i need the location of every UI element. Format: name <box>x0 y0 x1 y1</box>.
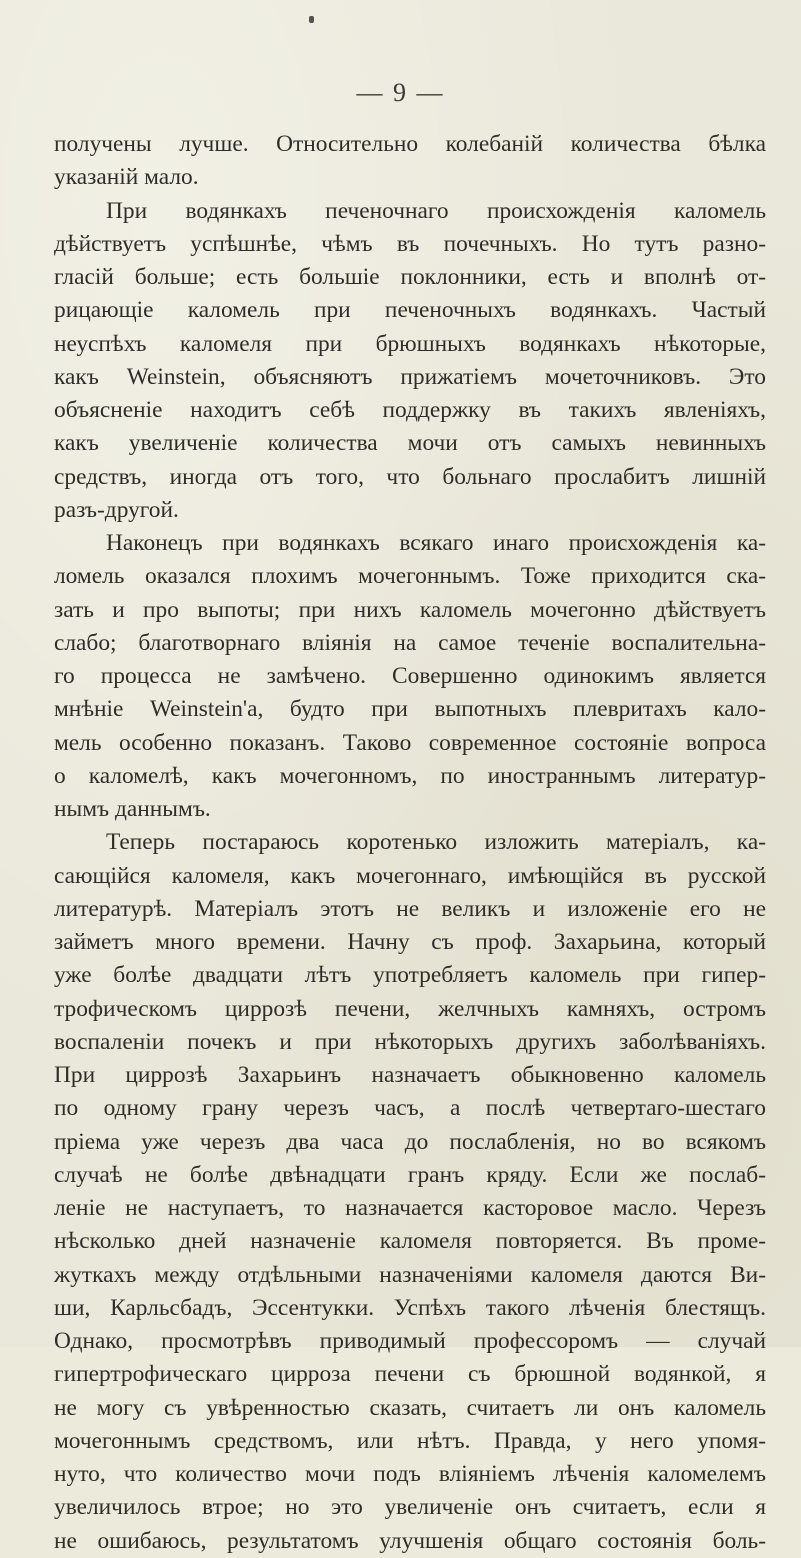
text-line: гласій больше; есть большіе поклонники, есть и вполнѣ от- <box>54 264 766 290</box>
text-line: неуспѣхъ каломеля при брюшныхъ водянкахъ нѣкоторые, <box>54 330 766 357</box>
text-line: займетъ много времени. Начну съ проф. Захарьина, который <box>54 929 766 955</box>
text-line: ши, Карльсбадъ, Эссентукки. Успѣхъ такого лѣченія блестящъ. <box>54 1294 766 1321</box>
text-line: воспаленіи почекъ и при нѣкоторыхъ другихъ заболѣваніяхъ. <box>54 1028 766 1055</box>
text-line: Однако, просмотрѣвъ приводимый профессоромъ — случай <box>54 1328 766 1354</box>
text-line: дѣйствуетъ успѣшнѣе, чѣмъ въ почечныхъ. Но тутъ разно- <box>54 230 766 257</box>
text-line: по одному грану черезъ часъ, а послѣ четвертаго-шестаго <box>54 1095 766 1122</box>
paragraph-first-line: При водянкахъ печеночнаго происхожденія каломель <box>106 197 766 224</box>
text-line: го процесса не замѣчено. Совершенно одинокимъ является <box>54 663 766 689</box>
text-line: зать и про выпоты; при нихъ каломель мочегонно дѣйствуетъ <box>54 596 766 623</box>
text-line: объясненіе находитъ себѣ поддержку въ такихъ явленіяхъ, <box>54 397 766 423</box>
text-line: уже болѣе двадцати лѣтъ употребляетъ каломель при гипер- <box>54 962 766 989</box>
text-line: какъ Weinstein, объясняютъ прижатіемъ мочеточниковъ. Это <box>54 363 766 390</box>
paragraph-first-line: Наконецъ при водянкахъ всякаго инаго происхожденія ка- <box>106 530 766 556</box>
text-line: случаѣ не болѣе двѣнадцати гранъ кряду. Если же послаб- <box>54 1161 766 1188</box>
ink-speck <box>309 16 314 23</box>
text-line: нуто, что количество мочи подъ вліяніемъ лѣченія каломелемъ <box>54 1461 766 1487</box>
text-line: получены лучше. Относительно колебаній количества бѣлка <box>54 131 766 157</box>
text-line: слабо; благотворнаго вліянія на самое теченіе воспалительна- <box>54 629 766 656</box>
paragraph-first-line: Теперь постараюсь коротенько изложить матеріалъ, ка- <box>106 829 766 856</box>
text-line: указаній мало. <box>54 164 199 191</box>
page-number: — 9 — <box>356 78 445 107</box>
text-line: сающійся каломеля, какъ мочегоннаго, имѣющійся въ русской <box>54 862 766 889</box>
text-line: увеличилось втрое; но это увеличеніе онъ считаетъ, если я <box>54 1494 766 1521</box>
text-line: какъ увеличеніе количества мочи отъ самыхъ невинныхъ <box>54 430 766 457</box>
text-line: не ошибаюсь, результатомъ улучшенія общаго состоянія боль- <box>54 1527 766 1554</box>
text-line: трофическомъ циррозѣ печени, желчныхъ камняхъ, остромъ <box>54 995 766 1022</box>
text-line: нымъ даннымъ. <box>54 796 211 822</box>
text-line: средствъ, иногда отъ того, что больнаго прослабитъ лишній <box>54 463 766 490</box>
text-line: не могу съ увѣренностью сказать, считаетъ ли онъ каломель <box>54 1394 766 1421</box>
text-line: рицающіе каломель при печеночныхъ водянкахъ. Частый <box>54 297 766 324</box>
text-line: литературѣ. Матеріалъ этотъ не великъ и изложеніе его не <box>54 895 766 922</box>
text-line: мочегоннымъ средствомъ, или нѣтъ. Правда, у него упомя- <box>54 1427 766 1454</box>
text-line: мель особенно показанъ. Таково современное состояніе вопроса <box>54 729 766 756</box>
text-line: разъ-другой. <box>54 496 179 523</box>
text-line: леніе не наступаетъ, то назначается касторовое масло. Черезъ <box>54 1195 766 1221</box>
text-line: При циррозѣ Захарьинъ назначаетъ обыкновенно каломель <box>54 1062 766 1088</box>
text-line: о каломелѣ, какъ мочегонномъ, по иностраннымъ литератур- <box>54 762 766 789</box>
text-line: ломель оказался плохимъ мочегоннымъ. Тоже приходится ска- <box>54 563 766 590</box>
text-line: гипертрофическаго цирроза печени съ брюшной водянкой, я <box>54 1361 766 1388</box>
body-text <box>54 128 766 1558</box>
text-line: нѣсколько дней назначеніе каломеля повторяется. Въ проме- <box>54 1228 766 1255</box>
text-line: пріема уже черезъ два часа до послабленія, но во всякомъ <box>54 1128 766 1155</box>
text-line: жуткахъ между отдѣльными назначеніями каломеля даются Ви- <box>54 1261 766 1288</box>
text-line: мнѣніе Weinstein'а, будто при выпотныхъ плевритахъ кало- <box>54 696 766 723</box>
